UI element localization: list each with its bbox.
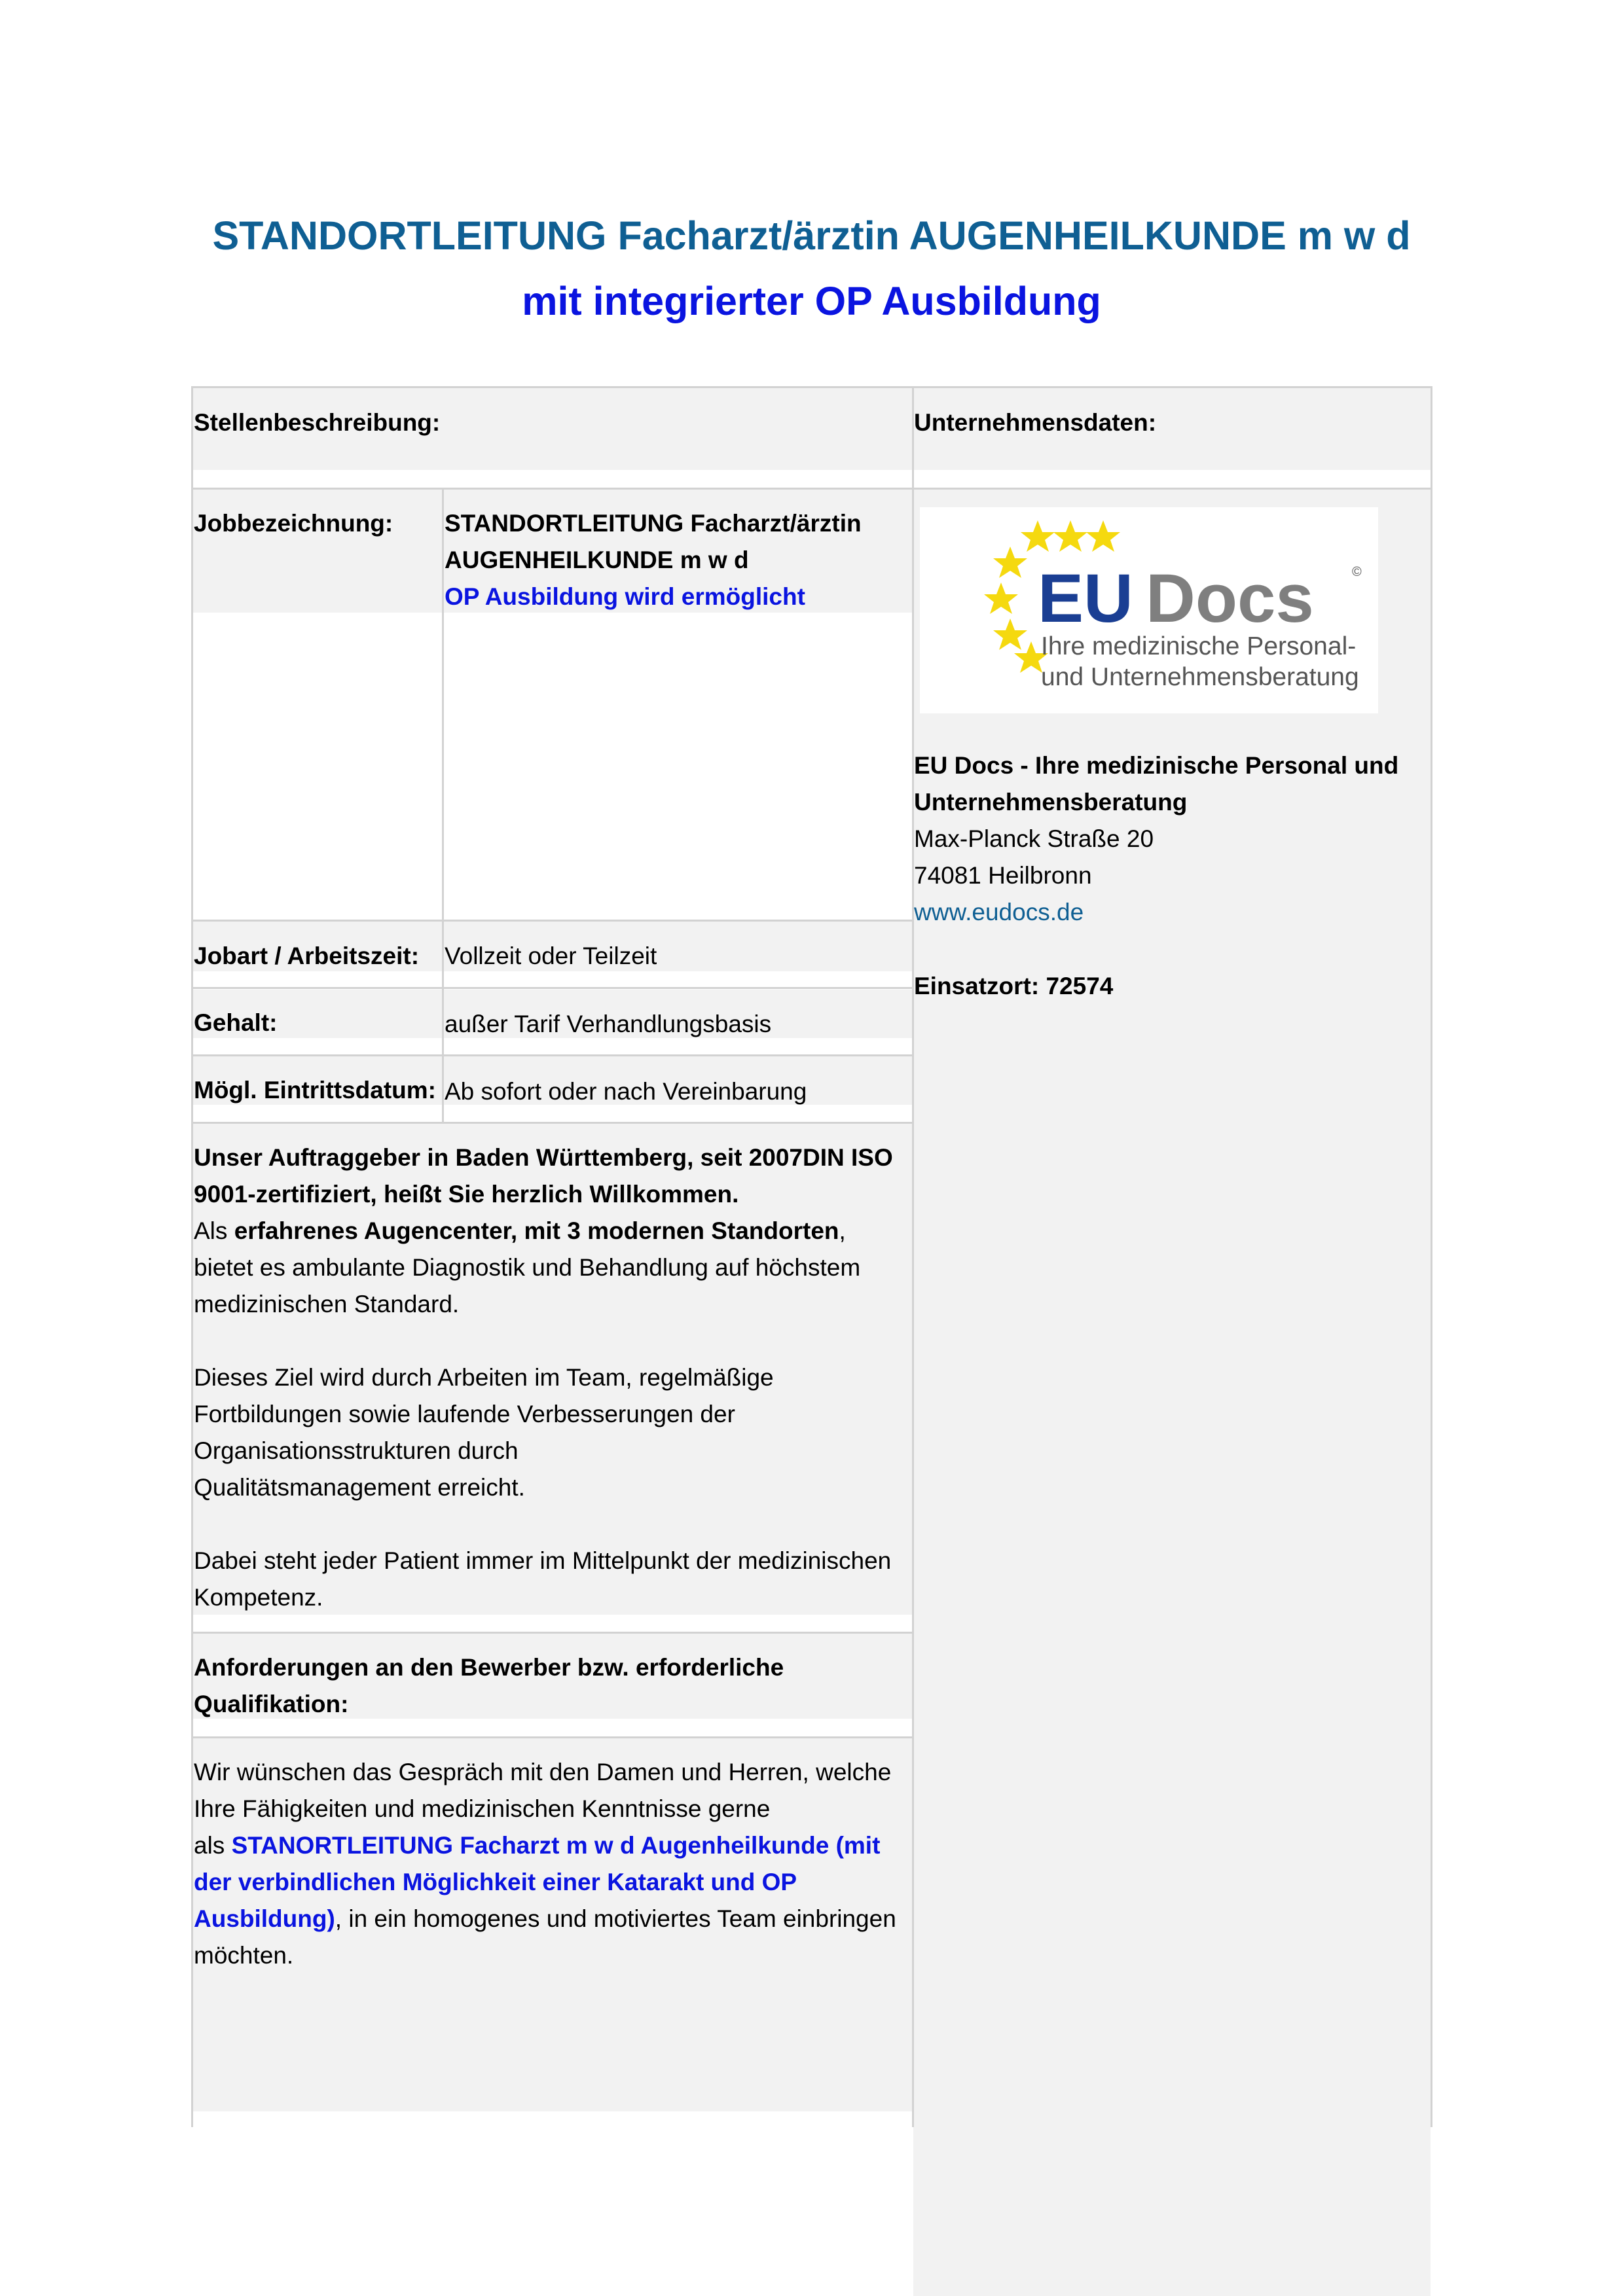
description-line: Fortbildungen sowie laufende Verbesserungen der: [194, 1401, 735, 1427]
column-divider: [912, 386, 914, 2127]
eintritt-label: Mögl. Eintrittsdatum:: [194, 1077, 436, 1103]
description-line: Als erfahrenes Augencenter, mit 3 modernen Standorten,: [194, 1217, 846, 1244]
jobbezeichnung-value-line2: AUGENHEILKUNDE m w d: [445, 547, 749, 573]
header-unternehmensdaten: Unternehmensdaten:: [914, 409, 1157, 436]
requirements-line: Ihre Fähigkeiten und medizinischen Kenntnisse gerne: [194, 1795, 771, 1822]
page-subtitle: mit integrierter OP Ausbildung: [522, 279, 1101, 323]
eintritt-value: Ab sofort oder nach Vereinbarung: [445, 1078, 807, 1105]
company-street: Max-Planck Straße 20: [914, 825, 1154, 852]
jobart-label: Jobart / Arbeitszeit:: [194, 942, 420, 969]
description-line: Unser Auftraggeber in Baden Württemberg, seit 2007DIN ISO: [194, 1144, 893, 1171]
requirements-line: der verbindlichen Möglichkeit einer Katarakt und OP: [194, 1869, 797, 1895]
description-line: Dabei steht jeder Patient immer im Mittelpunkt der medizinischen: [194, 1547, 892, 1574]
row-divider: [191, 1122, 913, 1124]
row-divider: [191, 920, 913, 922]
logo-docs-text: Docs: [1146, 560, 1314, 637]
table-top-border: [191, 386, 1432, 388]
requirements-header-line: Anforderungen an den Bewerber bzw. erforderliche: [194, 1654, 784, 1681]
logo-tagline-2: und Unternehmensberatung: [1041, 663, 1359, 691]
table-right-border: [1431, 386, 1432, 2127]
eudocs-logo-graphic: [920, 507, 1378, 713]
inner-column-divider: [442, 488, 444, 1122]
company-website-link[interactable]: www.eudocs.de: [914, 899, 1084, 925]
requirements-line: als STANORTLEITUNG Facharzt m w d Augenheilkunde (mit: [194, 1832, 881, 1859]
row-divider: [191, 1736, 913, 1738]
jobart-value: Vollzeit oder Teilzeit: [445, 942, 657, 969]
table-left-border: [191, 386, 193, 2127]
header-stellenbeschreibung: Stellenbeschreibung:: [194, 409, 441, 436]
row-divider: [191, 1054, 913, 1056]
page-title: STANDORTLEITUNG Facharzt/ärztin AUGENHEILKUNDE m w d: [212, 213, 1411, 258]
company-logo: [920, 507, 1378, 713]
gehalt-value: außer Tarif Verhandlungsbasis: [445, 1011, 772, 1037]
description-line: Organisationsstrukturen durch: [194, 1437, 519, 1464]
jobbezeichnung-label: Jobbezeichnung:: [194, 510, 393, 537]
description-line: bietet es ambulante Diagnostik und Behandlung auf höchstem: [194, 1254, 861, 1281]
logo-tagline-1: Ihre medizinische Personal-: [1041, 632, 1357, 660]
einsatzort: Einsatzort: 72574: [914, 973, 1114, 999]
row-divider: [191, 488, 1432, 490]
description-line: Kompetenz.: [194, 1584, 323, 1611]
requirements-header-line: Qualifikation:: [194, 1691, 349, 1717]
description-line: medizinischen Standard.: [194, 1291, 460, 1318]
copyright-icon: ©: [1352, 565, 1362, 579]
company-city: 74081 Heilbronn: [914, 862, 1092, 889]
requirements-line: Ausbildung), in ein homogenes und motiviertes Team einbringen: [194, 1905, 896, 1932]
description-line: 9001-zertifiziert, heißt Sie herzlich Willkommen.: [194, 1181, 739, 1208]
row-divider: [191, 987, 913, 989]
gehalt-label: Gehalt:: [194, 1009, 278, 1036]
company-name-line2: Unternehmensberatung: [914, 789, 1188, 816]
company-name-line1: EU Docs - Ihre medizinische Personal und: [914, 752, 1399, 779]
logo-eu-text: EU: [1038, 560, 1133, 637]
description-line: Dieses Ziel wird durch Arbeiten im Team, regelmäßige: [194, 1364, 774, 1391]
requirements-line: möchten.: [194, 1942, 294, 1969]
requirements-line: Wir wünschen das Gespräch mit den Damen und Herren, welche: [194, 1759, 892, 1785]
jobbezeichnung-value-line3: OP Ausbildung wird ermöglicht: [445, 583, 805, 610]
row-divider: [191, 1632, 913, 1634]
jobbezeichnung-value-line1: STANDORTLEITUNG Facharzt/ärztin: [445, 510, 862, 537]
description-line: Qualitätsmanagement erreicht.: [194, 1474, 525, 1501]
